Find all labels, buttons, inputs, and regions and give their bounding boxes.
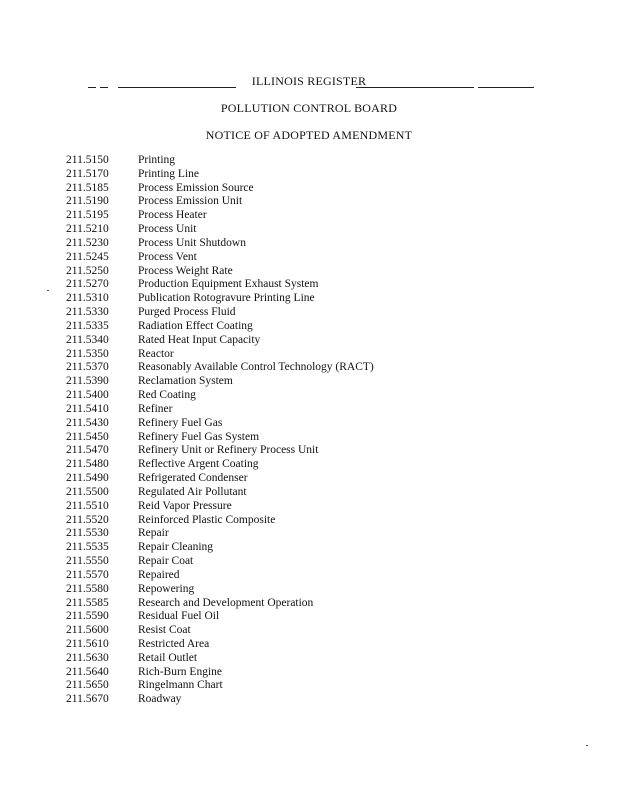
section-number: 211.5245 [66,250,109,263]
definition-row [66,251,374,265]
definition-row [66,458,374,472]
definition-term: Repair Cleaning [138,541,214,554]
definition-term: Process Vent [138,250,197,263]
definition-term: Roadway [138,693,182,706]
definition-term: Rich-Burn Engine [138,665,222,678]
scan-speck [47,290,49,291]
section-number: 211.5450 [66,430,109,443]
definition-row [66,361,374,375]
section-number: 211.5610 [66,637,109,650]
definition-row [66,306,374,320]
definition-row [66,223,374,237]
section-number: 211.5310 [66,292,109,305]
definition-row [66,624,374,638]
section-number: 211.5630 [66,651,109,664]
definition-row [66,569,374,583]
definition-term: Reid Vapor Pressure [138,499,232,512]
definition-term: Refiner [138,402,173,415]
definition-term: Research and Development Operation [138,596,314,609]
definition-term: Repair [138,527,169,540]
section-number: 211.5150 [66,154,109,166]
definition-term: Residual Fuel Oil [138,610,220,623]
definition-row [66,583,374,597]
definition-term: Refinery Fuel Gas System [138,430,260,443]
definition-row [66,555,374,569]
definition-row [66,195,374,209]
definition-row [66,375,374,389]
definition-term: Process Unit [138,223,197,236]
definition-term: Resist Coat [138,624,191,637]
definition-row [66,237,374,251]
section-number: 211.5270 [66,278,109,291]
section-number: 211.5350 [66,347,109,360]
definition-term: Radiation Effect Coating [138,319,253,332]
section-number: 211.5390 [66,375,109,388]
section-number: 211.5430 [66,416,109,429]
definition-term: Printing [138,154,176,166]
definition-row [66,417,374,431]
section-number: 211.5470 [66,444,109,457]
section-number: 211.5210 [66,223,109,236]
definition-term: Refrigerated Condenser [138,472,248,485]
definition-row [66,431,374,445]
section-number: 211.5585 [66,596,109,609]
register-title: ILLINOIS REGISTER [251,74,367,88]
definition-row [66,679,374,693]
definition-term: Red Coating [138,389,196,402]
definition-term: Process Heater [138,209,207,222]
definition-row [66,486,374,500]
definition-term: Reinforced Plastic Composite [138,513,276,526]
definition-row [66,541,374,555]
definition-row [66,278,374,292]
definition-term: Refinery Unit or Refinery Process Unit [138,444,319,457]
definition-row [66,403,374,417]
section-number: 211.5170 [66,167,109,180]
section-number: 211.5640 [66,665,109,678]
section-number: 211.5250 [66,264,109,277]
section-number: 211.5670 [66,693,109,706]
section-number: 211.5600 [66,624,109,637]
definition-row [66,472,374,486]
definition-term: Process Unit Shutdown [138,236,246,249]
definition-term: Publication Rotogravure Printing Line [138,292,315,305]
section-number: 211.5535 [66,541,109,554]
definitions-list [66,154,374,707]
section-number: 211.5550 [66,555,109,568]
definition-row [66,348,374,362]
section-number: 211.5510 [66,499,109,512]
definition-term: Process Emission Source [138,181,254,194]
definition-term: Reactor [138,347,174,360]
definition-row [66,610,374,624]
definition-row [66,514,374,528]
definition-row [66,597,374,611]
section-number: 211.5650 [66,679,109,692]
definition-term: Repaired [138,568,180,581]
definition-term: Reclamation System [138,375,233,388]
definition-row [66,320,374,334]
definition-term: Process Weight Rate [138,264,233,277]
board-title: POLLUTION CONTROL BOARD [220,101,398,115]
definition-term: Process Emission Unit [138,195,243,208]
section-number: 211.5520 [66,513,109,526]
definition-row [66,209,374,223]
definition-row [66,527,374,541]
definition-term: Reflective Argent Coating [138,458,259,471]
section-number: 211.5335 [66,319,109,332]
section-number: 211.5340 [66,333,109,346]
definition-row [66,652,374,666]
section-number: 211.5530 [66,527,109,540]
scan-speck [586,745,588,746]
notice-title: NOTICE OF ADOPTED AMENDMENT [205,128,413,142]
definition-row [66,444,374,458]
section-number: 211.5590 [66,610,109,623]
definition-row [66,389,374,403]
definition-term: Reasonably Available Control Technology (RACT) [138,361,374,374]
definition-row [66,182,374,196]
section-number: 211.5190 [66,195,109,208]
definition-term: Regulated Air Pollutant [138,485,247,498]
definition-term: Purged Process Fluid [138,306,236,319]
definition-row [66,292,374,306]
definition-term: Refinery Fuel Gas [138,416,223,429]
definition-row [66,638,374,652]
definition-row [66,334,374,348]
definition-term: Printing Line [138,167,200,180]
section-number: 211.5370 [66,361,109,374]
section-number: 211.5195 [66,209,109,222]
section-number: 211.5330 [66,306,109,319]
definition-row [66,168,374,182]
definition-row [66,265,374,279]
definition-row [66,500,374,514]
section-number: 211.5500 [66,485,109,498]
definition-term: Repair Coat [138,555,194,568]
definition-term: Restricted Area [138,637,210,650]
definition-term: Production Equipment Exhaust System [138,278,319,291]
definition-row [66,666,374,680]
definition-term: Ringelmann Chart [138,679,223,692]
definition-row [66,154,374,168]
section-number: 211.5570 [66,568,109,581]
section-number: 211.5490 [66,472,109,485]
definition-term: Repowering [138,582,195,595]
section-number: 211.5230 [66,236,109,249]
definition-row [66,693,374,707]
section-number: 211.5580 [66,582,109,595]
section-number: 211.5480 [66,458,109,471]
section-number: 211.5410 [66,402,109,415]
definition-term: Retail Outlet [138,651,198,664]
definition-term: Rated Heat Input Capacity [138,333,261,346]
section-number: 211.5400 [66,389,109,402]
section-number: 211.5185 [66,181,109,194]
